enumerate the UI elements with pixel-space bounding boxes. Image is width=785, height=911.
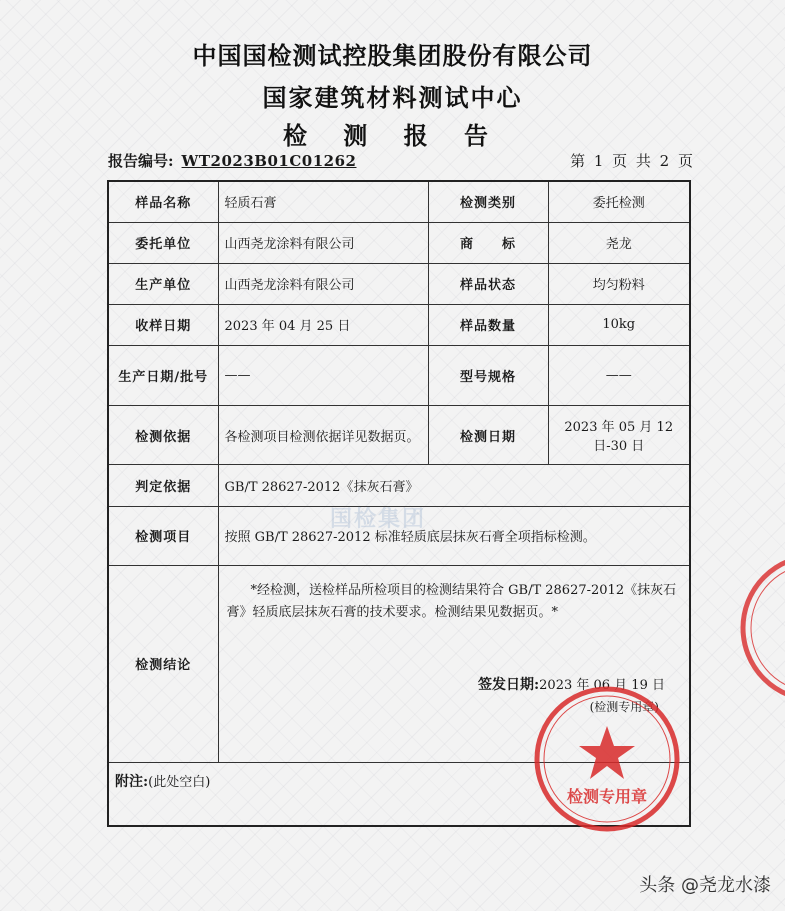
row-production-date	[108, 346, 690, 406]
conclusion-label: 检测结论	[108, 566, 218, 762]
manufacturer-value: 山西尧龙涂料有限公司	[218, 263, 428, 304]
star-icon	[579, 726, 635, 779]
row-client	[108, 222, 690, 263]
row-sample-name	[108, 181, 690, 222]
test-items-value: 按照 GB/T 28627-2012 标准轻质底层抹灰石膏全项指标检测。	[218, 506, 690, 566]
test-basis-label: 检测依据	[108, 405, 218, 465]
test-items-label: 检测项目	[108, 506, 218, 566]
quantity-value: 10kg	[548, 304, 690, 345]
client-value: 山西尧龙涂料有限公司	[218, 222, 428, 263]
sample-name-label: 样品名称	[108, 181, 218, 222]
trademark-value: 尧龙	[548, 222, 690, 263]
test-basis-value: 各检测项目检测依据详见数据页。	[218, 405, 428, 465]
receive-date-label: 收样日期	[108, 304, 218, 345]
watermark: 国检集团	[330, 506, 427, 532]
production-date-value: ——	[218, 346, 428, 406]
stamp-note: (检测专用章)	[589, 700, 659, 715]
quantity-label: 样品数量	[428, 304, 548, 345]
company-name: 中国国检测试控股集团股份有限公司	[192, 41, 593, 70]
test-type-label: 检测类别	[428, 181, 548, 222]
judge-basis-label: 判定依据	[108, 465, 218, 506]
footer-watermark: 头条 @尧龙水漆	[639, 875, 771, 896]
trademark-label: 商 标	[428, 222, 548, 263]
report-number-label: 报告编号:	[108, 152, 174, 170]
sign-date-label: 签发日期:	[477, 677, 540, 694]
sign-date-value: 2023 年 06 月 19 日	[539, 678, 665, 694]
model-label: 型号规格	[428, 346, 548, 406]
test-date-value: 2023 年 05 月 12 日-30 日	[548, 405, 690, 465]
production-date-label: 生产日期/批号	[108, 346, 218, 406]
row-test-basis	[108, 405, 690, 465]
row-manufacturer	[108, 263, 690, 304]
model-value: ——	[548, 346, 690, 406]
row-judge-basis	[108, 465, 690, 506]
sample-state-label: 样品状态	[428, 263, 548, 304]
row-receive-date	[108, 304, 690, 345]
remark-label: 附注:	[115, 773, 149, 790]
sample-name-value: 轻质石膏	[218, 181, 428, 222]
report-title: 检 测 报 告	[282, 121, 503, 150]
judge-basis-value: GB/T 28627-2012《抹灰石膏》	[218, 465, 690, 506]
report-number	[108, 150, 356, 171]
client-label: 委托单位	[108, 222, 218, 263]
sample-state-value: 均匀粉料	[548, 263, 690, 304]
test-date-label: 检测日期	[428, 405, 548, 465]
test-type-value: 委托检测	[548, 181, 690, 222]
manufacturer-label: 生产单位	[108, 263, 218, 304]
remark-value: (此处空白)	[148, 774, 211, 790]
report-number-value: WT2023B01C01262	[181, 152, 357, 170]
partial-seal	[735, 548, 785, 708]
conclusion-text: *经检测，送检样品所检项目的检测结果符合 GB/T 28627-2012《抹灰石膏》轻质底层抹灰石膏的技术要求。检测结果见数据页。*	[226, 583, 677, 621]
official-seal	[532, 684, 682, 834]
page-indicator: 第 1 页 共 2 页	[570, 152, 695, 170]
receive-date-value: 2023 年 04 月 25 日	[218, 304, 428, 345]
seal-text: 检测专用章	[566, 787, 648, 806]
center-name: 国家建筑材料测试中心	[262, 83, 523, 112]
